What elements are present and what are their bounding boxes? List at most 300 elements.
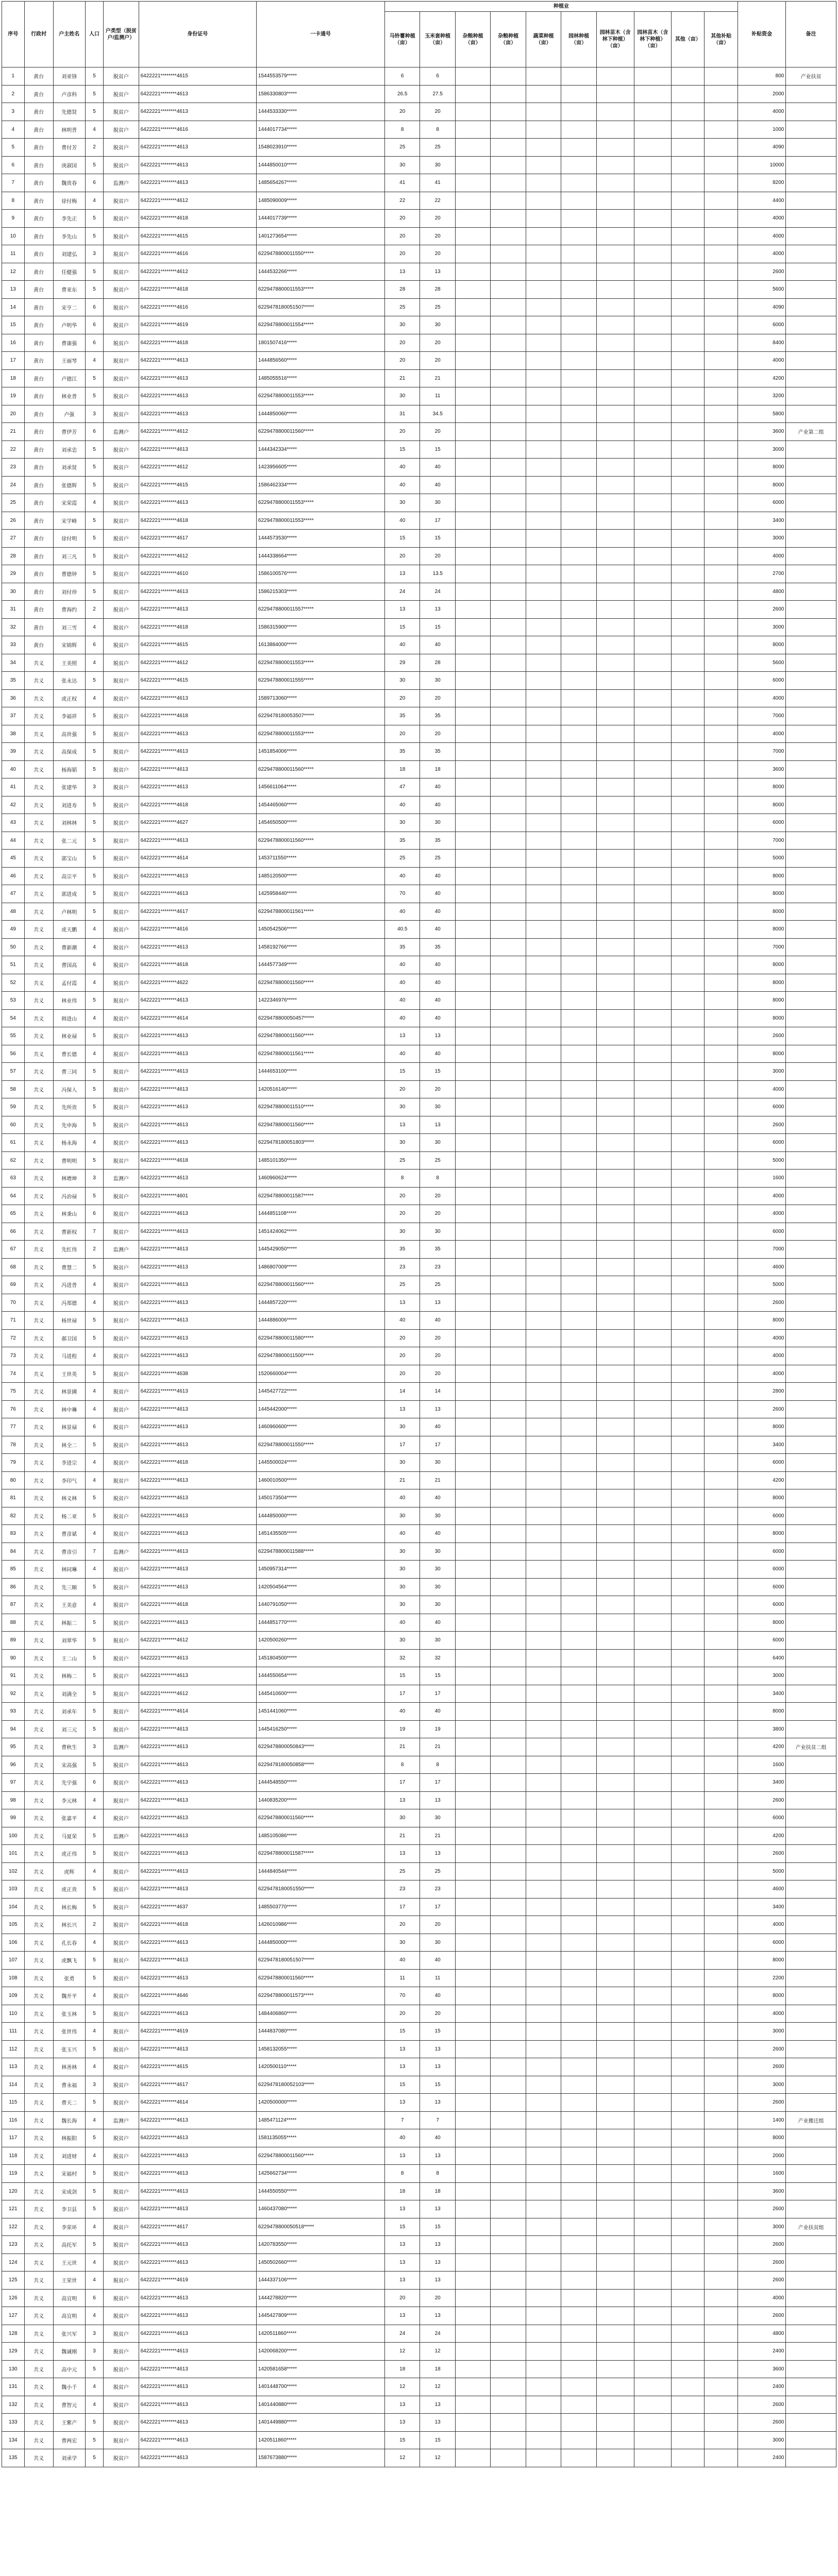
cell-c10 xyxy=(705,547,738,565)
cell-name: 先德贤 xyxy=(53,103,85,121)
cell-amount: 10000 xyxy=(738,156,785,174)
table-row xyxy=(2,689,836,707)
cell-note xyxy=(786,387,836,405)
cell-c6 xyxy=(561,760,596,778)
cell-seq: 82 xyxy=(2,1507,25,1525)
cell-c7 xyxy=(596,707,634,725)
cell-c7 xyxy=(596,139,634,157)
cell-c5 xyxy=(526,2182,561,2200)
cell-people: 5 xyxy=(85,2449,103,2467)
cell-town: 共义 xyxy=(24,2076,53,2094)
cell-town: 共义 xyxy=(24,1774,53,1792)
cell-town: 黄台 xyxy=(24,245,53,263)
cell-type: 脱贫户 xyxy=(104,885,139,903)
cell-c1: 28 xyxy=(384,281,420,299)
cell-c6 xyxy=(561,2343,596,2361)
cell-c7 xyxy=(596,1258,634,1276)
cell-c3 xyxy=(455,2236,490,2254)
cell-c3 xyxy=(455,1436,490,1454)
cell-c7 xyxy=(596,2076,634,2094)
cell-c2: 15 xyxy=(420,1063,455,1081)
cell-type: 脱贫户 xyxy=(104,103,139,121)
cell-amount: 7000 xyxy=(738,707,785,725)
cell-c4 xyxy=(491,139,526,157)
cell-c9 xyxy=(672,885,705,903)
cell-town: 共义 xyxy=(24,1952,53,1970)
cell-c7 xyxy=(596,1241,634,1259)
cell-name: 刘三雪 xyxy=(53,618,85,636)
table-row xyxy=(2,903,836,921)
cell-note xyxy=(786,121,836,139)
cell-c1: 11 xyxy=(384,1969,420,1987)
cell-people: 5 xyxy=(85,903,103,921)
cell-c10 xyxy=(705,1720,738,1738)
cell-c6 xyxy=(561,743,596,761)
cell-c9 xyxy=(672,1880,705,1899)
cell-c4 xyxy=(491,1365,526,1383)
cell-c5 xyxy=(526,2094,561,2112)
cell-people: 6 xyxy=(85,636,103,654)
cell-name: 张玉兴 xyxy=(53,2040,85,2058)
cell-type: 脱贫户 xyxy=(104,1134,139,1152)
cell-note xyxy=(786,654,836,672)
cell-amount: 6000 xyxy=(738,1454,785,1472)
cell-c7 xyxy=(596,2236,634,2254)
cell-account: 1485055516***** xyxy=(256,369,384,387)
cell-type: 脱贫户 xyxy=(104,1151,139,1170)
cell-people: 4 xyxy=(85,1134,103,1152)
cell-c4 xyxy=(491,1080,526,1098)
cell-c7 xyxy=(596,2343,634,2361)
cell-c1: 21 xyxy=(384,369,420,387)
cell-c5 xyxy=(526,2023,561,2041)
cell-c5 xyxy=(526,1080,561,1098)
cell-note xyxy=(786,1205,836,1223)
cell-seq: 72 xyxy=(2,1329,25,1347)
cell-c6 xyxy=(561,2253,596,2272)
cell-c4 xyxy=(491,1934,526,1952)
cell-note xyxy=(786,476,836,494)
cell-account: 1401440880***** xyxy=(256,2396,384,2414)
cell-c7 xyxy=(596,1098,634,1116)
cell-town: 共义 xyxy=(24,1596,53,1614)
cell-c6 xyxy=(561,2307,596,2325)
table-row xyxy=(2,2147,836,2165)
cell-c6 xyxy=(561,1454,596,1472)
table-row xyxy=(2,2058,836,2076)
cell-idcard: 6422221********4613 xyxy=(139,1471,256,1489)
cell-amount: 3000 xyxy=(738,2076,785,2094)
cell-c3 xyxy=(455,1703,490,1721)
cell-account: 1423956605***** xyxy=(256,459,384,477)
cell-c2: 20 xyxy=(420,1347,455,1365)
cell-seq: 87 xyxy=(2,1596,25,1614)
header-account: 一卡通号 xyxy=(256,2,384,67)
cell-c1: 40 xyxy=(384,1525,420,1543)
cell-town: 共义 xyxy=(24,1418,53,1436)
cell-people: 5 xyxy=(85,2129,103,2147)
cell-c10 xyxy=(705,298,738,316)
cell-c8 xyxy=(634,2058,672,2076)
cell-c5 xyxy=(526,1312,561,1330)
cell-people: 6 xyxy=(85,298,103,316)
table-row xyxy=(2,707,836,725)
table-row xyxy=(2,1880,836,1899)
cell-c2: 13 xyxy=(420,1027,455,1045)
cell-c10 xyxy=(705,672,738,690)
cell-idcard: 6422221********4613 xyxy=(139,1561,256,1579)
cell-c4 xyxy=(491,2289,526,2307)
cell-note xyxy=(786,2147,836,2165)
cell-type: 脱贫户 xyxy=(104,1365,139,1383)
cell-idcard: 6422221********4612 xyxy=(139,192,256,210)
cell-type: 脱贫户 xyxy=(104,707,139,725)
cell-c6 xyxy=(561,1561,596,1579)
cell-c9 xyxy=(672,263,705,281)
cell-c8 xyxy=(634,1703,672,1721)
cell-name: 曹慧二 xyxy=(53,1258,85,1276)
cell-people: 5 xyxy=(85,2094,103,2112)
cell-c6 xyxy=(561,1489,596,1507)
cell-c5 xyxy=(526,1241,561,1259)
cell-c2: 21 xyxy=(420,369,455,387)
cell-idcard: 6422221********4613 xyxy=(139,1258,256,1276)
cell-people: 5 xyxy=(85,459,103,477)
cell-people: 5 xyxy=(85,1151,103,1170)
cell-c6 xyxy=(561,1845,596,1863)
cell-c3 xyxy=(455,1383,490,1401)
cell-c7 xyxy=(596,1845,634,1863)
cell-c1: 13 xyxy=(384,2094,420,2112)
cell-c8 xyxy=(634,2094,672,2112)
cell-idcard: 6422221********4613 xyxy=(139,832,256,850)
cell-c6 xyxy=(561,2218,596,2236)
cell-c7 xyxy=(596,334,634,352)
cell-type: 脱贫户 xyxy=(104,1667,139,1685)
cell-town: 共义 xyxy=(24,1170,53,1188)
cell-c9 xyxy=(672,1134,705,1152)
cell-note xyxy=(786,2289,836,2307)
cell-people: 4 xyxy=(85,121,103,139)
cell-town: 共义 xyxy=(24,1134,53,1152)
cell-amount: 8000 xyxy=(738,1489,785,1507)
cell-c9 xyxy=(672,1720,705,1738)
cell-c9 xyxy=(672,1258,705,1276)
cell-c3 xyxy=(455,298,490,316)
table-row xyxy=(2,1329,836,1347)
cell-c6 xyxy=(561,192,596,210)
cell-town: 共义 xyxy=(24,672,53,690)
cell-c1: 40 xyxy=(384,476,420,494)
cell-c5 xyxy=(526,1596,561,1614)
cell-c6 xyxy=(561,85,596,103)
cell-c10 xyxy=(705,423,738,441)
cell-idcard: 6422221********4617 xyxy=(139,2218,256,2236)
cell-c4 xyxy=(491,298,526,316)
cell-c10 xyxy=(705,1880,738,1899)
table-row xyxy=(2,1667,836,1685)
cell-c8 xyxy=(634,2449,672,2467)
cell-c9 xyxy=(672,352,705,370)
cell-seq: 64 xyxy=(2,1187,25,1205)
cell-account: 1444850010***** xyxy=(256,156,384,174)
cell-c8 xyxy=(634,956,672,974)
cell-c9 xyxy=(672,2289,705,2307)
cell-amount: 4800 xyxy=(738,583,785,601)
cell-type: 脱贫户 xyxy=(104,459,139,477)
cell-c3 xyxy=(455,1756,490,1774)
cell-name: 张兴军 xyxy=(53,2325,85,2343)
cell-account: 1444550654***** xyxy=(256,1667,384,1685)
cell-c9 xyxy=(672,2449,705,2467)
cell-c1: 20 xyxy=(384,103,420,121)
cell-idcard: 6422221********4613 xyxy=(139,1400,256,1418)
cell-c9 xyxy=(672,636,705,654)
cell-type: 脱贫户 xyxy=(104,1720,139,1738)
cell-c4 xyxy=(491,1063,526,1081)
cell-people: 4 xyxy=(85,1045,103,1063)
cell-account: 1454465060***** xyxy=(256,796,384,814)
cell-c2: 13 xyxy=(420,2058,455,2076)
cell-c3 xyxy=(455,530,490,548)
cell-name: 宋福村 xyxy=(53,2165,85,2183)
cell-people: 5 xyxy=(85,547,103,565)
cell-c10 xyxy=(705,2147,738,2165)
cell-c9 xyxy=(672,227,705,245)
cell-type: 脱贫户 xyxy=(104,1561,139,1579)
cell-c6 xyxy=(561,689,596,707)
cell-c7 xyxy=(596,1916,634,1934)
cell-account: 6229478800011557***** xyxy=(256,601,384,619)
cell-name: 林振二 xyxy=(53,1614,85,1632)
cell-town: 黄台 xyxy=(24,139,53,157)
cell-seq: 58 xyxy=(2,1080,25,1098)
cell-c7 xyxy=(596,921,634,939)
cell-town: 共义 xyxy=(24,654,53,672)
cell-amount: 8000 xyxy=(738,1525,785,1543)
cell-town: 共义 xyxy=(24,707,53,725)
cell-c3 xyxy=(455,1187,490,1205)
cell-c5 xyxy=(526,1720,561,1738)
cell-account: 1444886006***** xyxy=(256,1312,384,1330)
cell-c8 xyxy=(634,2236,672,2254)
cell-type: 脱贫户 xyxy=(104,334,139,352)
cell-amount: 2400 xyxy=(738,2449,785,2467)
cell-town: 黄台 xyxy=(24,636,53,654)
cell-c3 xyxy=(455,1400,490,1418)
cell-c6 xyxy=(561,850,596,868)
cell-people: 5 xyxy=(85,672,103,690)
cell-type: 脱贫户 xyxy=(104,2005,139,2023)
cell-amount: 6000 xyxy=(738,494,785,512)
cell-people: 5 xyxy=(85,2182,103,2200)
cell-c2: 30 xyxy=(420,316,455,334)
cell-c9 xyxy=(672,778,705,796)
cell-c10 xyxy=(705,2431,738,2449)
cell-idcard: 6422221********4613 xyxy=(139,1507,256,1525)
cell-idcard: 6422221********4613 xyxy=(139,2414,256,2432)
cell-account: 6229478800050457***** xyxy=(256,1009,384,1027)
cell-c10 xyxy=(705,636,738,654)
cell-c1: 20 xyxy=(384,2289,420,2307)
cell-idcard: 6422221********4614 xyxy=(139,2094,256,2112)
cell-amount: 4000 xyxy=(738,103,785,121)
cell-type: 脱贫户 xyxy=(104,1791,139,1809)
cell-name: 王美意 xyxy=(53,1596,85,1614)
cell-seq: 6 xyxy=(2,156,25,174)
cell-name: 卢德江 xyxy=(53,369,85,387)
cell-town: 黄台 xyxy=(24,298,53,316)
cell-c4 xyxy=(491,1223,526,1241)
cell-name: 林同琳 xyxy=(53,1561,85,1579)
cell-town: 共义 xyxy=(24,2040,53,2058)
cell-c2: 8 xyxy=(420,1170,455,1188)
cell-c7 xyxy=(596,743,634,761)
cell-c6 xyxy=(561,387,596,405)
cell-c1: 40 xyxy=(384,459,420,477)
cell-c9 xyxy=(672,1347,705,1365)
cell-c3 xyxy=(455,1134,490,1152)
cell-c4 xyxy=(491,281,526,299)
cell-c2: 17 xyxy=(420,1436,455,1454)
table-row xyxy=(2,636,836,654)
cell-c8 xyxy=(634,1774,672,1792)
cell-town: 共义 xyxy=(24,1009,53,1027)
cell-c8 xyxy=(634,1347,672,1365)
cell-c8 xyxy=(634,281,672,299)
cell-seq: 55 xyxy=(2,1027,25,1045)
table-row xyxy=(2,1009,836,1027)
cell-c8 xyxy=(634,921,672,939)
cell-c5 xyxy=(526,903,561,921)
cell-c6 xyxy=(561,1027,596,1045)
cell-c7 xyxy=(596,672,634,690)
cell-account: 1453711550***** xyxy=(256,850,384,868)
cell-seq: 102 xyxy=(2,1862,25,1880)
cell-c4 xyxy=(491,1276,526,1294)
cell-c1: 30 xyxy=(384,387,420,405)
cell-note xyxy=(786,1009,836,1027)
cell-c2: 24 xyxy=(420,2325,455,2343)
cell-c9 xyxy=(672,1151,705,1170)
cell-c7 xyxy=(596,2289,634,2307)
header-c5: 蔬菜种植（亩） xyxy=(526,12,561,67)
cell-account: 1450502660***** xyxy=(256,2253,384,2272)
cell-name: 曹智元 xyxy=(53,2396,85,2414)
cell-c10 xyxy=(705,1756,738,1774)
cell-amount: 2600 xyxy=(738,2396,785,2414)
cell-c8 xyxy=(634,1063,672,1081)
cell-c10 xyxy=(705,459,738,477)
cell-c4 xyxy=(491,1312,526,1330)
cell-c4 xyxy=(491,1383,526,1401)
cell-c9 xyxy=(672,796,705,814)
cell-c3 xyxy=(455,2040,490,2058)
cell-c10 xyxy=(705,565,738,583)
cell-c8 xyxy=(634,1151,672,1170)
cell-town: 共义 xyxy=(24,2360,53,2378)
cell-amount: 7000 xyxy=(738,1241,785,1259)
cell-c5 xyxy=(526,2005,561,2023)
cell-c9 xyxy=(672,1578,705,1596)
cell-type: 脱贫户 xyxy=(104,2218,139,2236)
cell-c5 xyxy=(526,1845,561,1863)
cell-seq: 121 xyxy=(2,2200,25,2218)
cell-note xyxy=(786,139,836,157)
cell-type: 脱贫户 xyxy=(104,672,139,690)
table-body xyxy=(2,67,836,2467)
header-name: 户主姓名 xyxy=(53,2,85,67)
cell-people: 7 xyxy=(85,1543,103,1561)
cell-town: 共义 xyxy=(24,1347,53,1365)
cell-c9 xyxy=(672,707,705,725)
table-row xyxy=(2,387,836,405)
cell-people: 6 xyxy=(85,1774,103,1792)
cell-c7 xyxy=(596,2182,634,2200)
cell-c1: 13 xyxy=(384,1400,420,1418)
cell-c2: 30 xyxy=(420,1561,455,1579)
cell-seq: 16 xyxy=(2,334,25,352)
cell-amount: 5000 xyxy=(738,1276,785,1294)
cell-c4 xyxy=(491,1187,526,1205)
table-row xyxy=(2,778,836,796)
cell-c1: 35 xyxy=(384,743,420,761)
cell-c2: 15 xyxy=(420,2218,455,2236)
cell-c5 xyxy=(526,2253,561,2272)
cell-c8 xyxy=(634,1614,672,1632)
table-row xyxy=(2,174,836,192)
table-row xyxy=(2,2396,836,2414)
cell-c10 xyxy=(705,352,738,370)
cell-name: 孟付霞 xyxy=(53,974,85,992)
cell-c7 xyxy=(596,1614,634,1632)
cell-c8 xyxy=(634,298,672,316)
cell-c10 xyxy=(705,1898,738,1916)
cell-c5 xyxy=(526,298,561,316)
table-row xyxy=(2,459,836,477)
cell-seq: 15 xyxy=(2,316,25,334)
cell-seq: 26 xyxy=(2,512,25,530)
cell-idcard: 6422221********4613 xyxy=(139,85,256,103)
cell-c1: 8 xyxy=(384,121,420,139)
cell-c1: 40 xyxy=(384,1952,420,1970)
cell-town: 黄台 xyxy=(24,334,53,352)
cell-c4 xyxy=(491,2005,526,2023)
cell-note xyxy=(786,689,836,707)
cell-seq: 65 xyxy=(2,1205,25,1223)
cell-type: 脱贫户 xyxy=(104,850,139,868)
cell-c7 xyxy=(596,1952,634,1970)
cell-name: 刘承学 xyxy=(53,2449,85,2467)
cell-amount: 7000 xyxy=(738,832,785,850)
cell-c8 xyxy=(634,2111,672,2129)
cell-c4 xyxy=(491,85,526,103)
cell-people: 4 xyxy=(85,192,103,210)
cell-c9 xyxy=(672,156,705,174)
cell-seq: 134 xyxy=(2,2431,25,2449)
cell-c7 xyxy=(596,1400,634,1418)
cell-c1: 15 xyxy=(384,530,420,548)
cell-name: 林业伟 xyxy=(53,992,85,1010)
cell-seq: 36 xyxy=(2,689,25,707)
cell-seq: 128 xyxy=(2,2325,25,2343)
cell-people: 4 xyxy=(85,1383,103,1401)
cell-amount: 6000 xyxy=(738,1561,785,1579)
table-row xyxy=(2,2129,836,2147)
cell-amount: 4600 xyxy=(738,1880,785,1899)
cell-c3 xyxy=(455,2218,490,2236)
cell-c8 xyxy=(634,760,672,778)
